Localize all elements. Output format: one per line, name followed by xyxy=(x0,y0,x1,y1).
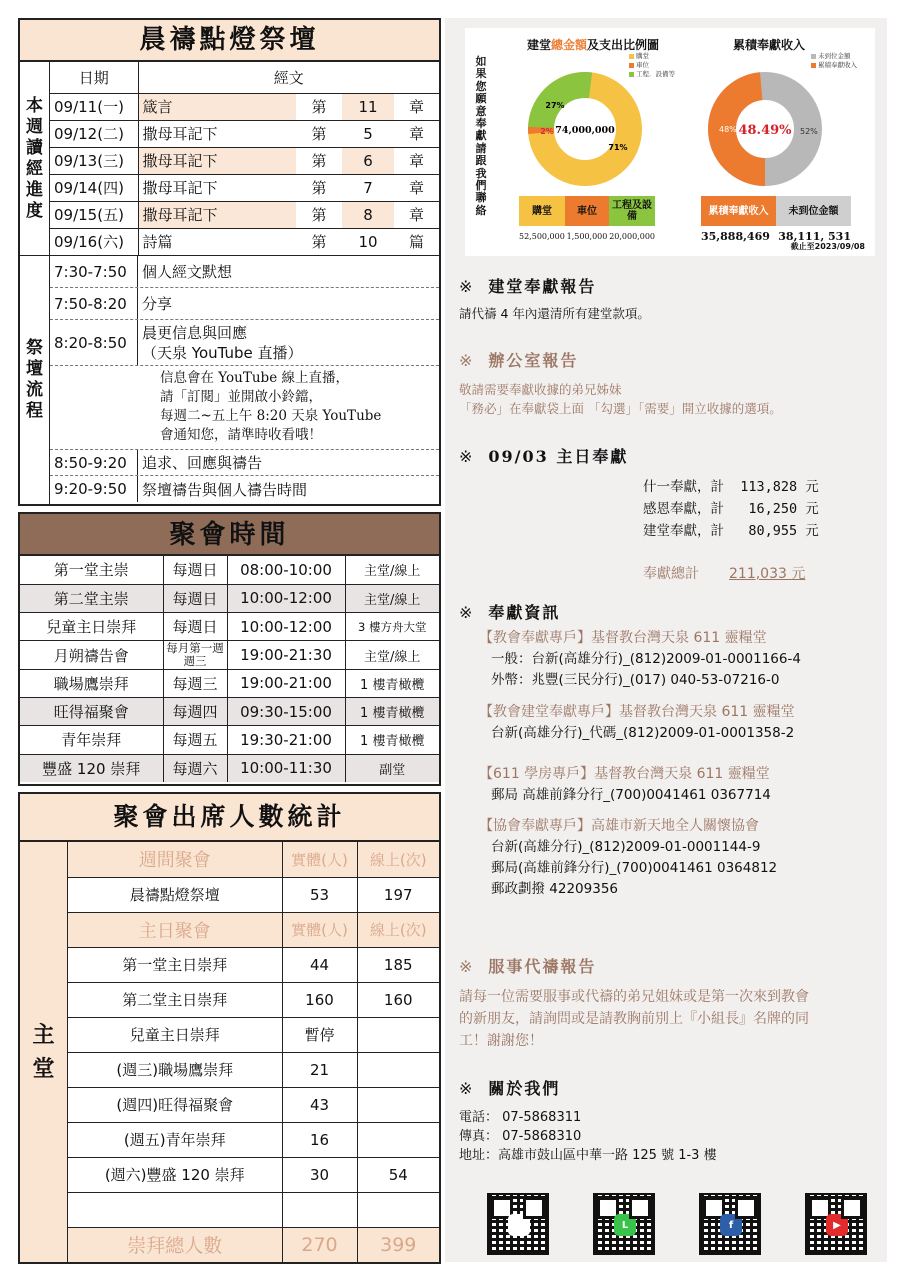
altar-flow xyxy=(50,255,439,502)
offering-heading: ※ 09/03 主日奉獻 xyxy=(459,447,629,466)
reading-schedule-table xyxy=(50,62,439,256)
attendance-table xyxy=(68,842,439,1262)
office-report-heading: ※ 辦公室報告 xyxy=(459,351,579,370)
attendance-row: (週六)豐盛 120 崇拜 30 54 xyxy=(68,1157,439,1192)
flow-row: 9:20-9:50 祭壇禱告與個人禱告時間 xyxy=(50,476,439,502)
office-report-text: 敬請需要奉獻收據的弟兄姊妹 「務必」在奉獻袋上面 「勾選」「需要」開立收據的選項。 xyxy=(459,382,782,416)
flow-row: 8:50-9:20 追求、回應與禱告 xyxy=(50,450,439,476)
altar-flow-side-label: 祭 壇 流 程 xyxy=(20,255,50,504)
meeting-row: 職場鷹崇拜 每週三 19:00-21:00 1 樓青橄欖 xyxy=(20,669,439,697)
reading-row: 09/12(二) 撒母耳記下 第 5 章 xyxy=(50,120,439,147)
flow-row: 7:50-8:20 分享 xyxy=(50,288,439,320)
attendance-row: (週三)職場鷹崇拜 21 xyxy=(68,1052,439,1087)
website-qr-code[interactable] xyxy=(487,1193,549,1255)
about-text: 電話： 07-5868311 傳真： 07-5868310 地址：高雄市鼓山區中華一路 125 號 1-3 樓 xyxy=(459,1110,717,1163)
attendance-box xyxy=(18,792,441,1264)
right-panel xyxy=(445,18,887,1262)
meeting-times-box xyxy=(18,512,441,786)
expense-bar: 購堂 車位 工程及設備 xyxy=(519,196,655,226)
account-block: 【教會建堂奉獻專戶】基督教台灣天泉 611 靈糧堂 台新(高雄分行)_代碼_(812)2009-01-0001358-2 xyxy=(479,704,795,741)
scripture-header: 經文 xyxy=(138,62,439,93)
expense-values: 52,500,000 1,500,000 20,000,000 xyxy=(519,232,655,241)
donut1-label-27: 27% xyxy=(545,101,565,110)
offering-list: 什一奉獻，計 113,828 元 感恩奉獻，計 16,250 元 建堂奉獻，計 80,955 元 xyxy=(643,479,819,539)
date-header: 日期 xyxy=(50,62,138,93)
attendance-title: 聚會出席人數統計 xyxy=(20,794,439,842)
donut1-label-2: 2% xyxy=(540,127,554,136)
weekday-header-row: 週間聚會 實體(人) 線上(次) xyxy=(68,842,439,877)
donut2-label-52: 52% xyxy=(800,127,818,136)
meeting-row: 第一堂主崇 每週日 08:00-10:00 主堂/線上 xyxy=(20,556,439,584)
account-block: 【協會奉獻專戶】高雄市新天地全人關懷協會 台新(高雄分行)_(812)2009-01-0001144-9 郵局(高雄前鋒分行)_(700)0041461 0364812 郵政劃撥 42209356 xyxy=(479,818,778,897)
building-fund-chart xyxy=(465,28,875,256)
flow-row: 7:30-7:50 個人經文默想 xyxy=(50,256,439,288)
attendance-row: 第一堂主日崇拜 44 185 xyxy=(68,947,439,982)
accumulated-bar: 累積奉獻收入 未到位金額 xyxy=(701,196,851,226)
build-report-text: 請代禱 4 年內還清所有建堂款項。 xyxy=(459,306,650,321)
line-qr-code[interactable]: L xyxy=(593,1193,655,1255)
service-report-text: 請每一位需要服事或代禱的弟兄姐妹或是第一次來到教會 的新朋友，請詢問或是請教胸前別上『小組長』名牌的同 工！謝謝您！ xyxy=(459,989,809,1049)
prayer-altar-box xyxy=(18,18,441,506)
as-of-date: 截止至2023/09/08 xyxy=(790,242,865,251)
chart1-legend: 購堂 車位 工程．設備等 xyxy=(629,52,675,79)
main-hall-side-label: 主 堂 xyxy=(20,842,68,1262)
about-heading: ※ 關於我們 xyxy=(459,1079,561,1098)
offering-info-heading: ※ 奉獻資訊 xyxy=(459,603,561,622)
accumulated-donut xyxy=(705,68,825,190)
offering-total: 奉獻總計 211,033 元 xyxy=(643,566,806,582)
meeting-row: 兒童主日崇拜 每週日 10:00-12:00 3 樓方舟大堂 xyxy=(20,613,439,641)
chart2-legend: 未到位金額 累積奉獻收入 xyxy=(811,52,857,70)
meeting-row: 青年崇拜 每週五 19:30-21:00 1 樓青橄欖 xyxy=(20,726,439,754)
meeting-times-table xyxy=(20,556,439,782)
youtube-notice: 信息會在 YouTube 線上直播， 請「訂閱」並開啟小鈴鐺， 每週二~五上午 8:20 天泉 YouTube 會通知您，請準時收看哦！ xyxy=(50,366,439,450)
meeting-row: 旺得福聚會 每週四 09:30-15:00 1 樓青橄欖 xyxy=(20,697,439,725)
prayer-altar-title: 晨禱點燈祭壇 xyxy=(20,20,439,62)
contact-vertical-text: 如果您願意奉獻請跟我們聯絡 xyxy=(475,55,487,217)
reading-row: 09/11(一) 箴言 第 11 章 xyxy=(50,93,439,120)
build-report-heading: ※ 建堂奉獻報告 xyxy=(459,277,597,296)
accumulated-values: 35,888,469 38,111, 531 xyxy=(701,230,851,243)
meeting-row: 月朔禱告會 每月第一週週三 19:00-21:30 主堂/線上 xyxy=(20,641,439,669)
donut1-center-label: 74,000,000 xyxy=(555,125,615,136)
sunday-header-row: 主日聚會 實體(人) 線上(次) xyxy=(68,912,439,947)
meeting-row: 第二堂主崇 每週日 10:00-12:00 主堂/線上 xyxy=(20,584,439,612)
facebook-qr-code[interactable]: f xyxy=(699,1193,761,1255)
donut2-center-label: 48.49% xyxy=(738,123,792,138)
account-block: 【教會奉獻專戶】基督教台灣天泉 611 靈糧堂 一般：台新(高雄分行)_(812)2009-01-0001166-4 外幣：兆豐(三民分行)_(017) 040-53-07216-0 xyxy=(479,630,801,688)
total-amount-donut xyxy=(525,68,645,190)
attendance-row: (週四)旺得福聚會 43 xyxy=(68,1087,439,1122)
meeting-row: 豐盛 120 崇拜 每週六 10:00-11:30 副堂 xyxy=(20,754,439,782)
youtube-qr-code[interactable]: ▶ xyxy=(805,1193,867,1255)
reading-row: 09/15(五) 撒母耳記下 第 8 章 xyxy=(50,201,439,228)
reading-row: 09/16(六) 詩篇 第 10 篇 xyxy=(50,228,439,255)
attendance-row: 晨禱點燈祭壇 53 197 xyxy=(68,877,439,912)
account-block: 【611 學房專戶】基督教台灣天泉 611 靈糧堂 郵局 高雄前鋒分行_(700)0041461 0367714 xyxy=(479,766,771,803)
flow-row: 8:20-8:50 晨更信息與回應 （天泉 YouTube 直播） xyxy=(50,320,439,366)
attendance-row: 第二堂主日崇拜 160 160 xyxy=(68,982,439,1017)
meeting-times-title: 聚會時間 xyxy=(20,514,439,556)
donut1-label-71: 71% xyxy=(608,143,628,152)
reading-header-row xyxy=(50,62,439,93)
reading-row: 09/14(四) 撒母耳記下 第 7 章 xyxy=(50,174,439,201)
attendance-blank-row xyxy=(68,1192,439,1227)
service-report-heading: ※ 服事代禱報告 xyxy=(459,957,597,976)
donut2-label-48: 48% xyxy=(719,125,737,134)
chart1-title: 建堂總金額及支出比例圖 xyxy=(527,38,660,52)
qr-codes xyxy=(487,1193,867,1255)
reading-progress-side-label: 本 週 讀 經 進 度 xyxy=(20,62,50,255)
attendance-total-row: 崇拜總人數 270 399 xyxy=(68,1227,439,1262)
reading-row: 09/13(三) 撒母耳記下 第 6 章 xyxy=(50,147,439,174)
attendance-row: (週五)青年崇拜 16 xyxy=(68,1122,439,1157)
attendance-row: 兒童主日崇拜 暫停 xyxy=(68,1017,439,1052)
chart2-title: 累積奉獻收入 xyxy=(733,38,806,52)
